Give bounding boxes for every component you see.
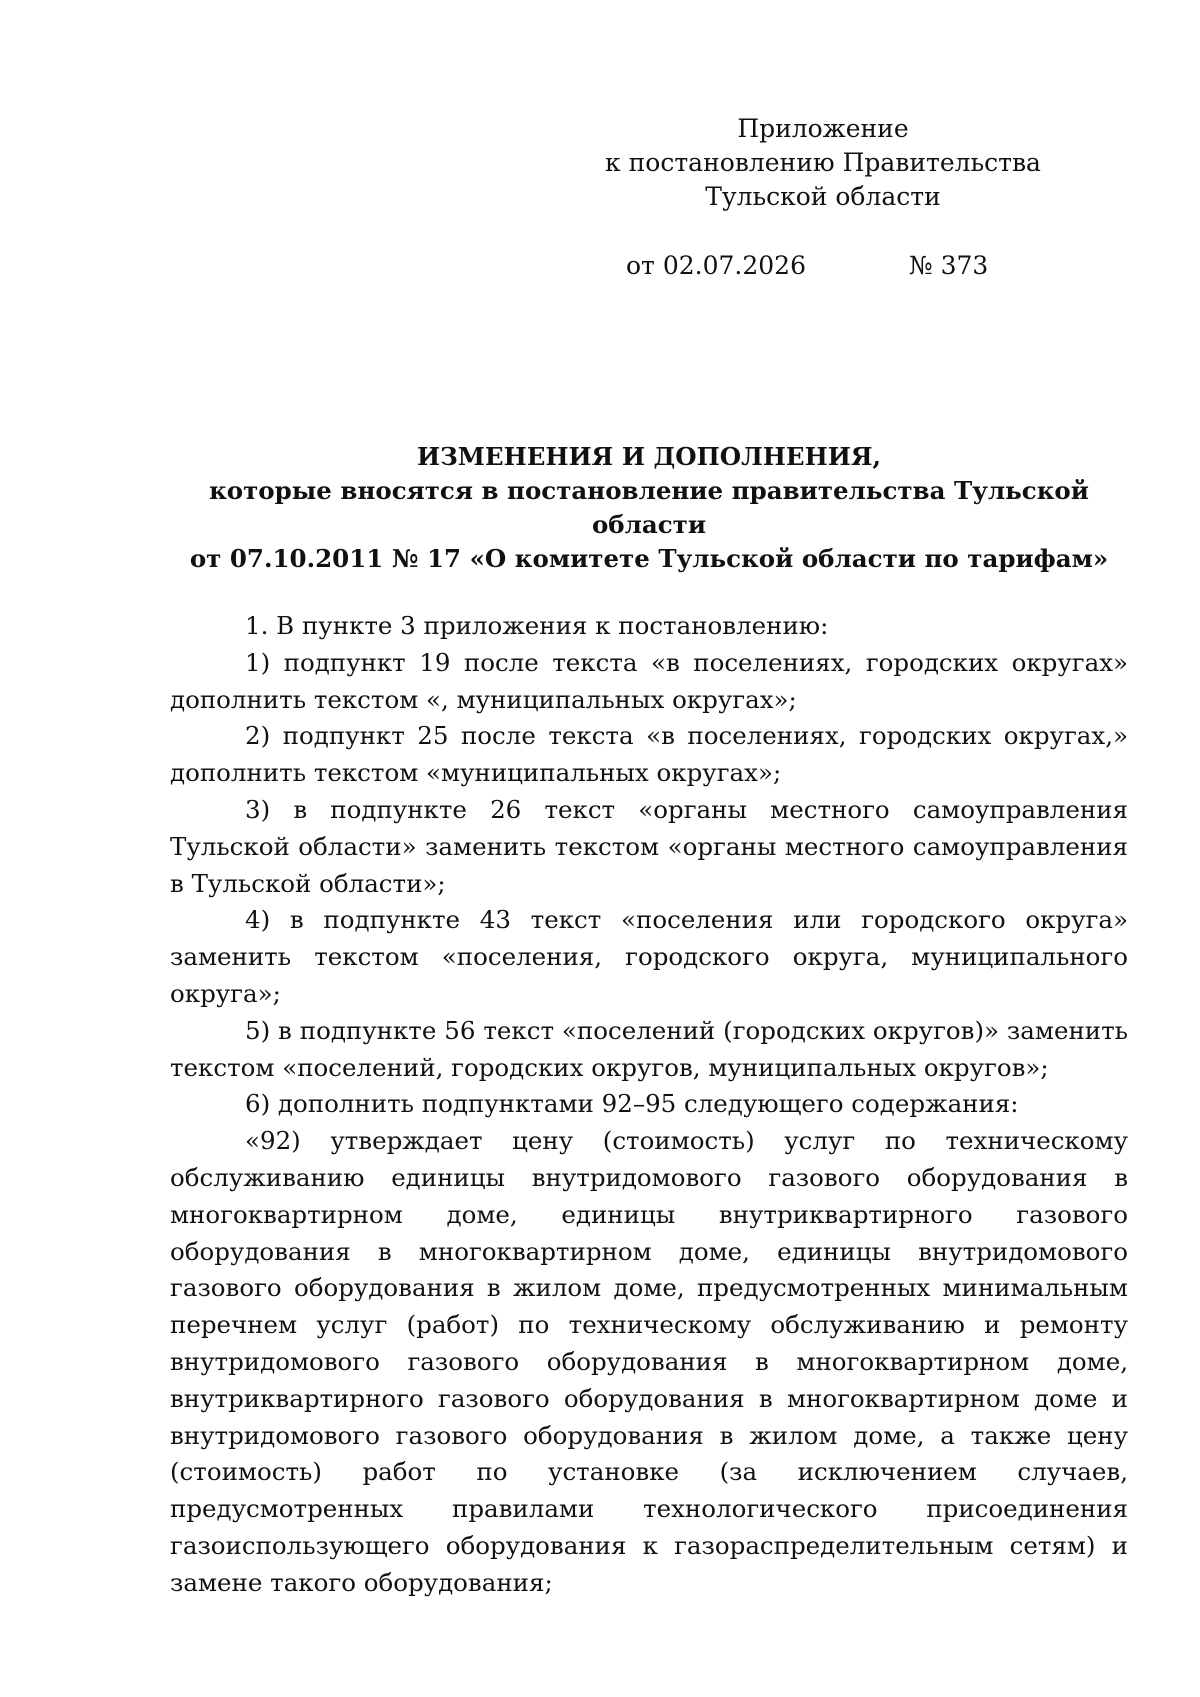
- paragraph-3: 2) подпункт 25 после текста «в поселениях, городских округах,» дополнить текстом «муниципальных округах»;: [170, 721, 1128, 788]
- document-title: [170, 440, 1128, 576]
- resolution-date: от 02.07.2026: [626, 251, 806, 280]
- appendix-reference: к постановлению Правительства: [605, 148, 1041, 177]
- paragraph-1: 1. В пункте 3 приложения к постановлению:: [245, 611, 829, 640]
- paragraph-5: 4) в подпункте 43 текст «поселения или городского округа» заменить текстом «поселения, городского округа, муниципального округа»;: [170, 905, 1128, 1008]
- paragraph-4: 3) в подпункте 26 текст «органы местного самоуправления Тульской области» заменить текстом «органы местного самоуправления в Тульской области»;: [170, 794, 1128, 898]
- paragraph-6: 5) в подпункте 56 текст «поселений (городских округов)» заменить текстом «поселений, городских округов, муниципальных округов»;: [170, 1015, 1128, 1082]
- document-body: [170, 608, 1128, 1602]
- appendix-header: [600, 112, 1046, 214]
- title-line-2: которые вносятся в постановление правительства Тульской области: [209, 476, 1089, 539]
- appendix-label: Приложение: [737, 114, 909, 143]
- title-line-1: ИЗМЕНЕНИЯ И ДОПОЛНЕНИЯ,: [416, 442, 882, 471]
- title-line-3: от 07.10.2011 № 17 «О комитете Тульской области по тарифам»: [189, 544, 1109, 573]
- paragraph-2: 1) подпункт 19 после текста «в поселениях, городских округах» дополнить текстом «, муниципальных округах»;: [170, 647, 1128, 714]
- appendix-region: Тульской области: [705, 182, 941, 211]
- paragraph-8: «92) утверждает цену (стоимость) услуг по техническому обслуживанию единицы внутридомового газового оборудования в многоквартирном доме, единицы внутриквартирного газового оборудования в многоквартирном доме, единицы внутридомового газового оборудования в жилом доме, предусмотренных минимальным перечнем услуг (работ) по техническому обслуживанию и ремонту внутридомового газового оборудования в многоквартирном доме, внутриквартирного газового оборудования в многоквартирном доме и внутридомового газового оборудования в жилом доме, а также цену (стоимость) работ по установке (за исключением случаев, предусмотренных правилами технологического присоединения газоиспользующего оборудования к газораспределительным сетям) и замене такого оборудования;: [170, 1126, 1128, 1597]
- paragraph-7: 6) дополнить подпунктами 92–95 следующего содержания:: [245, 1089, 1019, 1119]
- resolution-number: № 373: [909, 251, 989, 280]
